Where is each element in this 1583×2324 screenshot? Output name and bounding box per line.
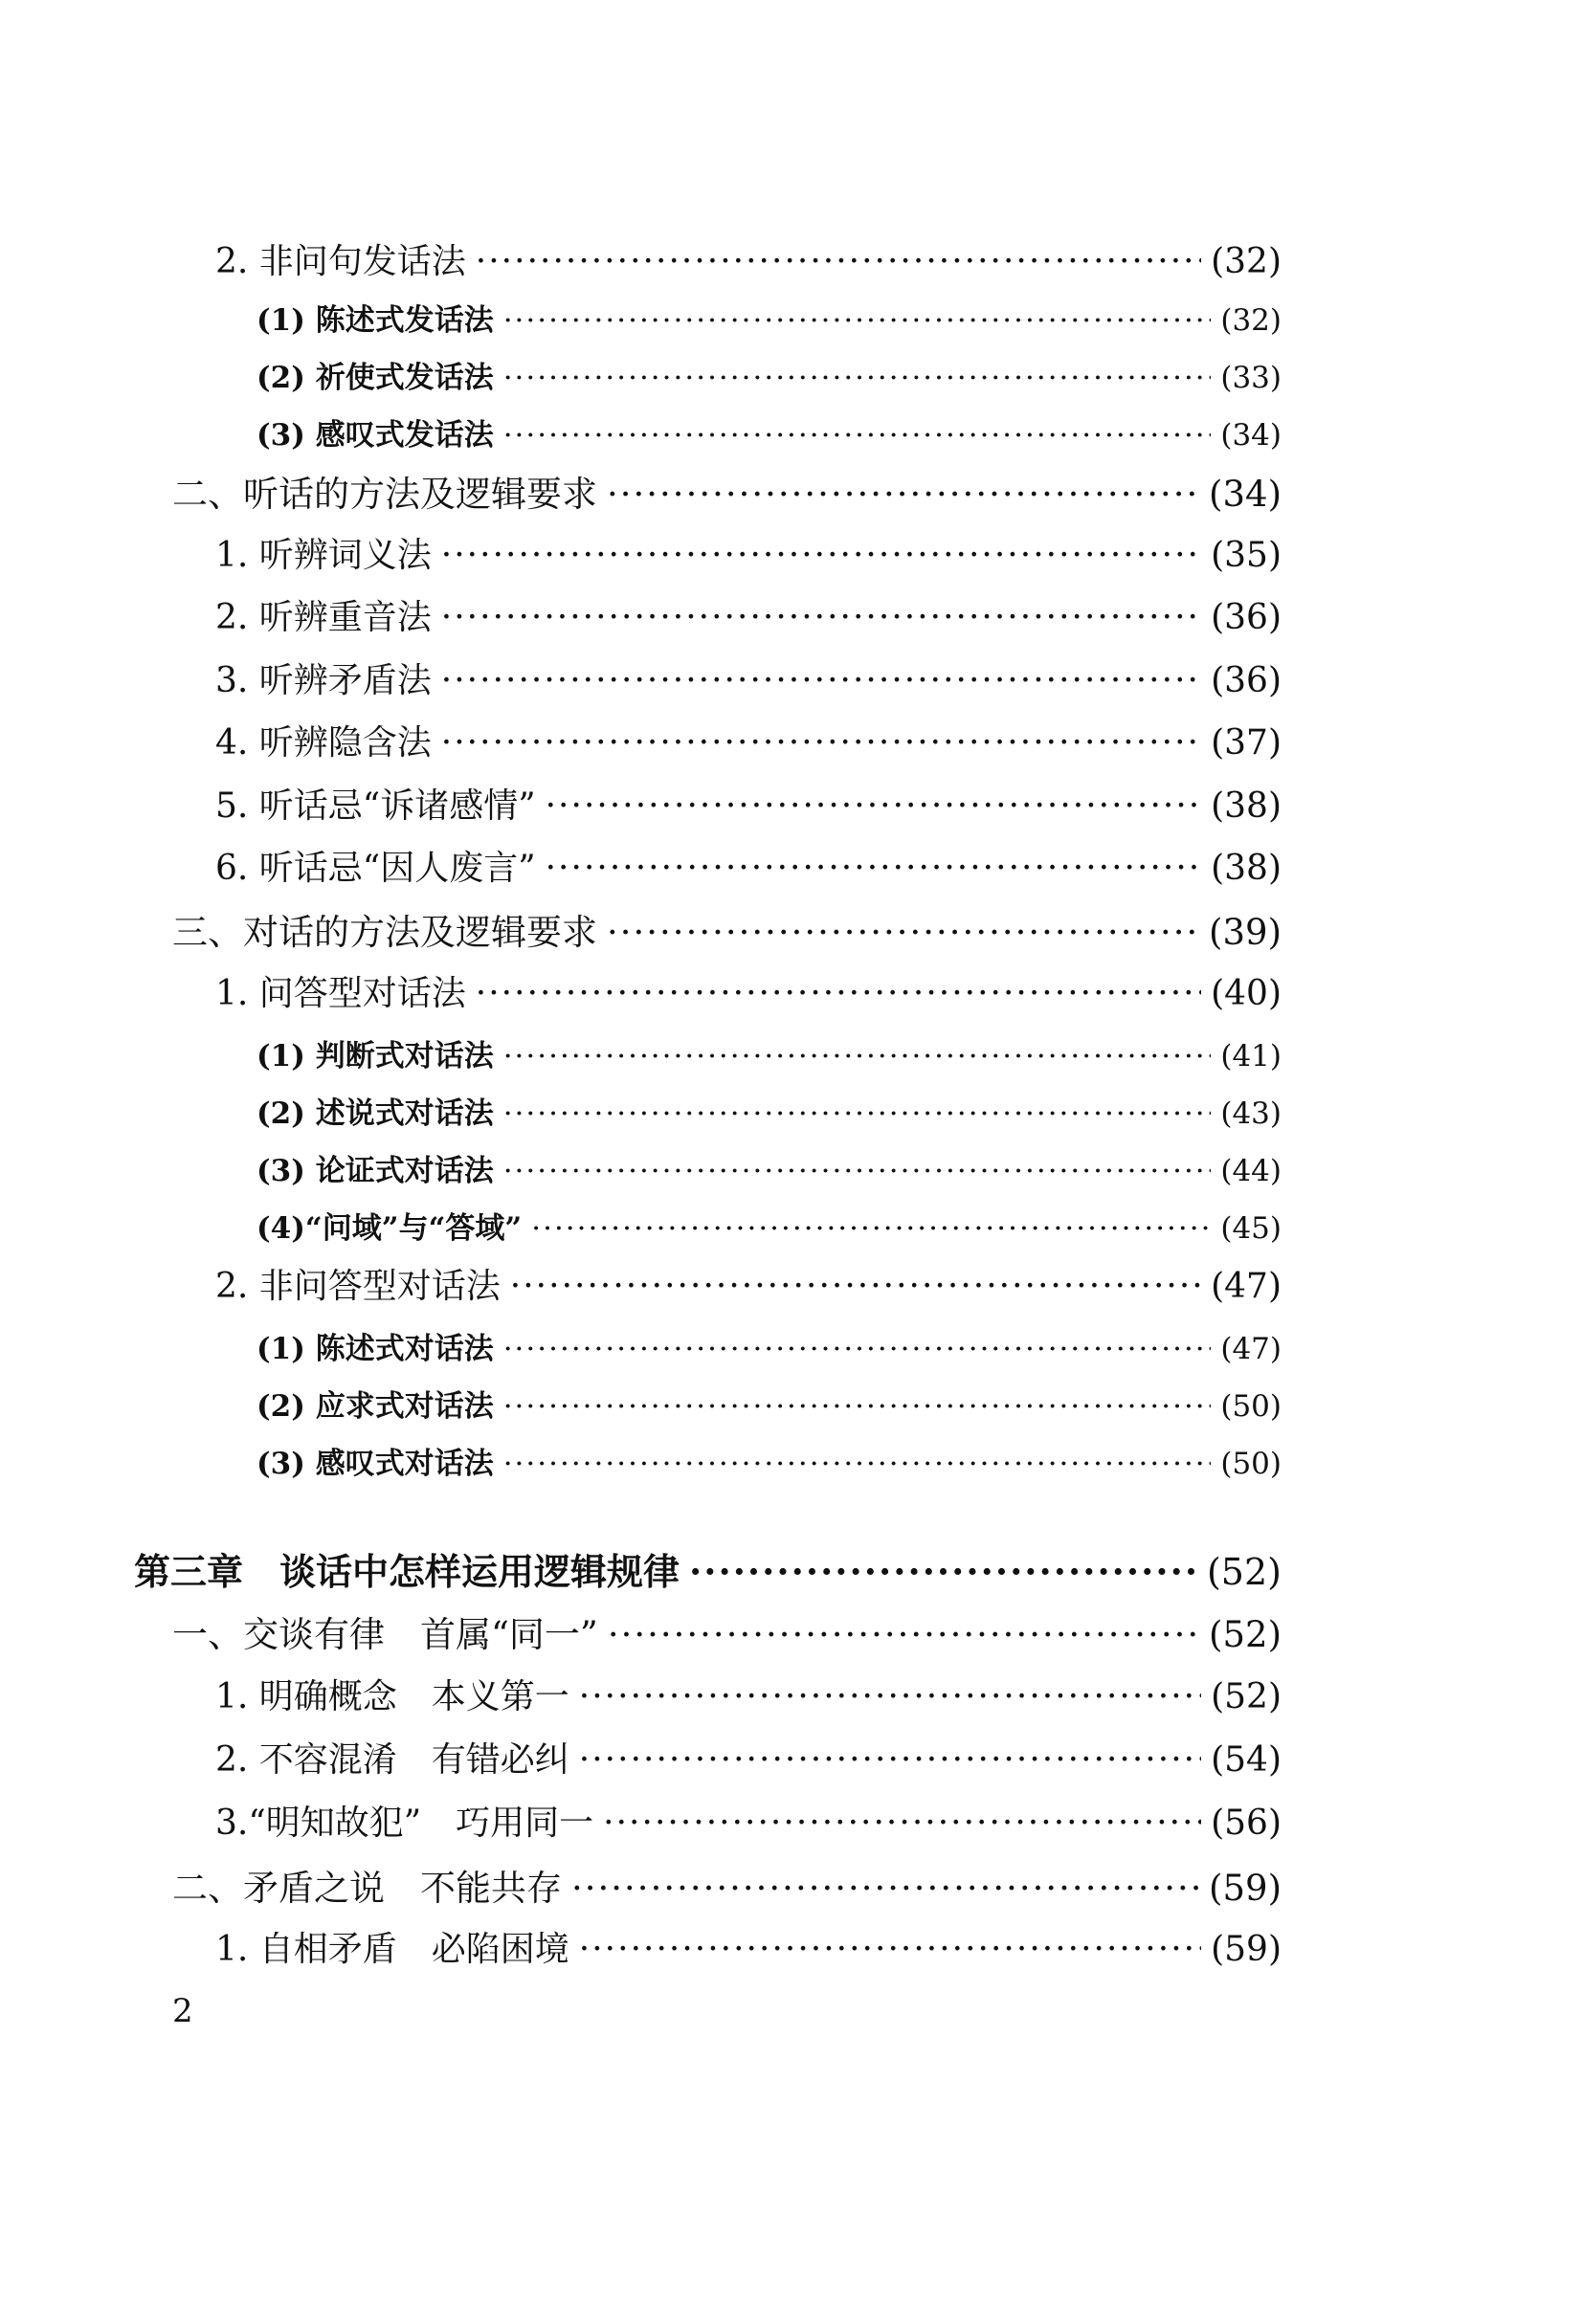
toc-entry-label: (1) 陈述式发话法	[256, 303, 494, 338]
toc-entry[interactable]	[215, 1733, 1282, 1781]
toc-entry-page: (34)	[1220, 418, 1282, 453]
toc-entry-label: (2) 述说式对话法	[256, 1096, 494, 1131]
toc-entry[interactable]	[215, 716, 1282, 764]
toc-entry-page: (37)	[1211, 723, 1282, 763]
toc-entry-page: (45)	[1220, 1211, 1282, 1246]
dot-leader	[546, 849, 1201, 888]
toc-entry[interactable]	[215, 1922, 1282, 1970]
toc-entry-page: (50)	[1220, 1447, 1282, 1481]
toc-entry[interactable]	[256, 1089, 1282, 1131]
toc-entry[interactable]	[256, 1204, 1282, 1246]
toc-entry[interactable]	[256, 296, 1282, 338]
toc-entry-page: (36)	[1211, 598, 1282, 637]
dot-leader	[503, 361, 1212, 395]
toc-entry-page: (47)	[1220, 1332, 1282, 1366]
toc-entry[interactable]	[215, 1259, 1282, 1307]
dot-leader	[689, 1550, 1197, 1593]
toc-entry-page: (59)	[1211, 1930, 1282, 1969]
toc-entry-label: 2. 听辨重音法	[215, 598, 432, 637]
toc-entry-page: (52)	[1206, 1551, 1282, 1593]
dot-leader	[571, 1868, 1199, 1909]
toc-entry[interactable]	[256, 410, 1282, 453]
toc-entry-page: (34)	[1209, 474, 1282, 515]
toc-entry-page: (50)	[1220, 1389, 1282, 1424]
dot-leader	[476, 974, 1201, 1013]
toc-entry-page: (35)	[1211, 536, 1282, 575]
toc-entry-label: 3. 听辨矛盾法	[215, 661, 432, 700]
toc-entry[interactable]	[215, 841, 1282, 889]
toc-entry-label: 5. 听话忌“诉诸感情”	[215, 786, 536, 826]
toc-entry-page: (40)	[1211, 974, 1282, 1013]
toc-entry[interactable]	[215, 1796, 1282, 1844]
toc-entry-page: (52)	[1209, 1614, 1282, 1655]
toc-entry-label: (3) 感叹式对话法	[256, 1447, 494, 1481]
toc-entry-page: (33)	[1220, 361, 1282, 395]
toc-entry-label: 3.“明知故犯” 巧用同一	[215, 1804, 594, 1843]
dot-leader	[441, 661, 1201, 700]
toc-entry[interactable]	[256, 1439, 1282, 1481]
toc-entry[interactable]	[215, 966, 1282, 1014]
toc-entry[interactable]	[215, 779, 1282, 827]
dot-leader	[503, 1039, 1212, 1073]
toc-entry-label: (1) 判断式对话法	[256, 1039, 494, 1073]
toc-entry-page: (59)	[1209, 1868, 1282, 1909]
toc-entry[interactable]	[172, 465, 1282, 513]
dot-leader	[579, 1677, 1201, 1716]
page-number: 2	[172, 1992, 193, 2030]
dot-leader	[441, 536, 1201, 575]
toc-entry-page: (54)	[1211, 1740, 1282, 1780]
toc-entry-label: 1. 自相矛盾 必陷困境	[215, 1930, 569, 1969]
toc-entry-label: 4. 听辨隐含法	[215, 723, 432, 763]
dot-leader	[608, 1614, 1199, 1655]
toc-entry-label: 二、矛盾之说 不能共存	[172, 1868, 562, 1909]
toc-entry-page: (39)	[1209, 912, 1282, 953]
dot-leader	[546, 786, 1201, 826]
dot-leader	[441, 598, 1201, 637]
toc-entry[interactable]	[215, 653, 1282, 701]
toc-entry-page: (43)	[1220, 1096, 1282, 1131]
dot-leader	[603, 1804, 1201, 1843]
toc-entry-page: (36)	[1211, 661, 1282, 700]
dot-leader	[503, 1332, 1212, 1366]
toc-entry-label: 1. 明确概念 本义第一	[215, 1677, 569, 1716]
toc-entry-page: (32)	[1211, 242, 1282, 281]
dot-leader	[476, 242, 1201, 281]
toc-entry-label: (1) 陈述式对话法	[256, 1332, 494, 1366]
toc-chapter-entry[interactable]	[134, 1542, 1282, 1592]
toc-entry-label: (3) 感叹式发话法	[256, 418, 494, 453]
dot-leader	[531, 1211, 1211, 1246]
toc-entry-label: 2. 非问答型对话法	[215, 1267, 501, 1306]
dot-leader	[607, 474, 1199, 515]
dot-leader	[607, 912, 1199, 953]
dot-leader	[503, 418, 1212, 453]
toc-entry-page: (38)	[1211, 786, 1282, 826]
toc-entry[interactable]	[215, 590, 1282, 638]
dot-leader	[503, 1096, 1212, 1131]
toc-entry[interactable]	[172, 1859, 1282, 1907]
toc-entry-label: 1. 听辨词义法	[215, 536, 432, 575]
toc-entry[interactable]	[256, 1031, 1282, 1073]
dot-leader	[510, 1267, 1201, 1306]
toc-entry-label: (3) 论证式对话法	[256, 1154, 494, 1188]
toc-entry-label: 第三章 谈话中怎样运用逻辑规律	[134, 1550, 680, 1593]
toc-entry-page: (41)	[1220, 1039, 1282, 1073]
dot-leader	[579, 1740, 1201, 1780]
toc-entry[interactable]	[256, 1382, 1282, 1424]
toc-entry-label: 三、对话的方法及逻辑要求	[172, 912, 597, 953]
dot-leader	[503, 303, 1212, 338]
toc-entry-page: (44)	[1220, 1154, 1282, 1188]
toc-entry-label: (2) 祈使式发话法	[256, 361, 494, 395]
dot-leader	[441, 723, 1201, 763]
toc-entry-label: 1. 问答型对话法	[215, 974, 466, 1013]
toc-entry-label: 二、听话的方法及逻辑要求	[172, 474, 597, 515]
toc-entry[interactable]	[256, 1324, 1282, 1366]
toc-entry-page: (32)	[1220, 303, 1282, 338]
toc-entry[interactable]	[215, 1670, 1282, 1717]
toc-entry[interactable]	[256, 1146, 1282, 1188]
toc-entry[interactable]	[215, 528, 1282, 576]
toc-entry-label: 2. 非问句发话法	[215, 242, 466, 281]
toc-entry[interactable]	[172, 903, 1282, 951]
toc-entry-label: (2) 应求式对话法	[256, 1389, 494, 1424]
toc-entry-label: 2. 不容混淆 有错必纠	[215, 1740, 569, 1780]
toc-entry[interactable]	[256, 353, 1282, 395]
toc-entry-page: (56)	[1211, 1804, 1282, 1843]
dot-leader	[503, 1447, 1212, 1481]
toc-entry-page: (47)	[1211, 1267, 1282, 1306]
toc-entry-label: 6. 听话忌“因人废言”	[215, 849, 536, 888]
toc-entry-label: 一、交谈有律 首属“同一”	[172, 1614, 598, 1655]
toc-entry-label: (4)“问域”与“答域”	[256, 1211, 523, 1246]
toc-entry[interactable]	[172, 1605, 1282, 1653]
toc-entry-page: (52)	[1211, 1677, 1282, 1716]
dot-leader	[503, 1389, 1212, 1424]
dot-leader	[579, 1930, 1201, 1969]
toc-entry[interactable]	[215, 234, 1282, 282]
toc-entry-page: (38)	[1211, 849, 1282, 888]
dot-leader	[503, 1154, 1212, 1188]
